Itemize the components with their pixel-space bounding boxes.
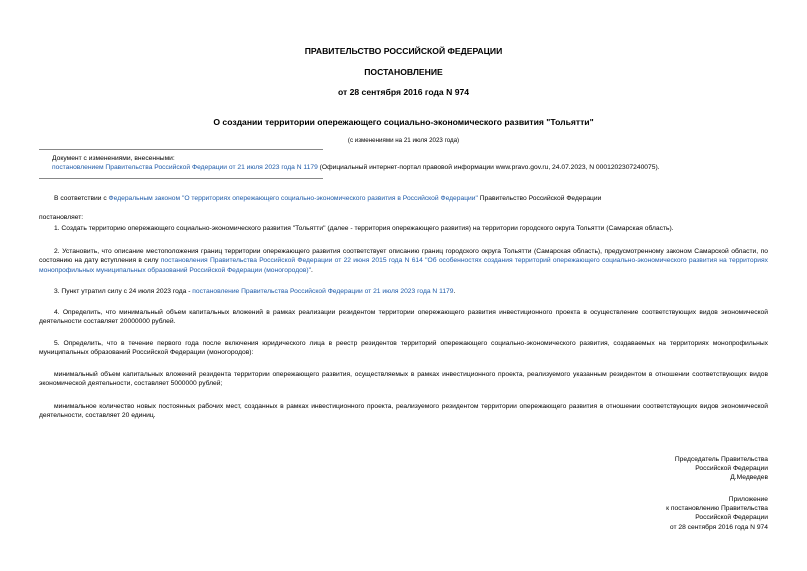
top-rule [39,149,323,150]
changes-line [52,163,768,172]
item-2-before: 2. Установить, что описание местоположения границ территории опережающего развития соответствует описанию границ городского округа Тольятти (Самарская область), предусмотренному законом Самарской области, по состоянию на дату вступления в силу [39,248,768,265]
item-3-link[interactable]: постановление Правительства Российской Федерации от 21 июля 2023 года N 1179 [192,288,454,295]
appendix-block [468,495,768,532]
item-5-sub-1: минимальный объем капитальных вложений резидента территории опережающего развития, осуществляемых в рамках инвестиционного проекта, реализуемого указанным резидентом в отношении соответствующих видов экономической деятельности, составляет 5000000 рублей; [39,371,768,388]
item-4: 4. Определить, что минимальный объем капитальных вложений в рамках реализации резидентом территории опережающего развития инвестиционного проекта в осуществление соответствующих видов экономической деятельности составляет 20000000 рублей. [39,309,768,326]
signature-line-1: Председатель Правительства [674,456,768,463]
item-3 [39,287,768,296]
changes-link[interactable]: постановлением Правительства Российской Федерации от 21 июля 2023 года N 1179 [52,164,318,172]
changes-intro: Документ с изменениями, внесенными: [52,155,175,162]
item-5-sub-2: минимальное количество новых постоянных рабочих мест, созданных в рамках инвестиционного проекта, реализуемого резидентом территории опережающего развития в отношении соответствующих видов экономической деятельности, составляет 20 единиц. [39,403,768,420]
federal-law-link[interactable]: Федеральным законом "О территориях опережающего социально-экономического развития в Российской Федерации" [108,195,478,202]
preamble-before: В соответствии с [54,195,109,202]
item-2-after: . [311,266,313,274]
item-1: 1. Создать территорию опережающего социально-экономического развития "Тольятти" (далее - территория опережающего развития) на территории городского округа Тольятти (Самарская область). [54,225,674,232]
appendix-line-2: к постановлению Правительства [666,505,768,513]
changes-block [52,154,768,173]
item-5: 5. Определить, что в течение первого года после включения юридического лица в реестр резидентов территорий опережающего социально-экономического развития, создаваемых на территориях монопрофильных муниципальных образований Российской Федерации (моногородов): [39,340,768,357]
preamble-after: Правительство Российской Федерации [477,195,602,202]
changes-rest: (Официальный интернет-портал правовой информации www.pravo.gov.ru, 24.07.2023, N 0001202307240075). [317,164,660,172]
doc-type-heading: ПОСТАНОВЛЕНИЕ [364,67,443,77]
signature-name: Д.Медведев [730,474,768,482]
signature-line-2: Российской Федерации [695,465,768,473]
document-title: О создании территории опережающего социально-экономического развития "Тольятти" [213,117,594,127]
appendix-line-4: от 28 сентября 2016 года N 974 [669,523,768,531]
revision-note: (с изменениями на 21 июля 2023 года) [347,137,460,144]
bottom-rule [39,178,323,179]
appendix-line-3: Российской Федерации [695,514,768,522]
appendix-line-1: Приложение [728,496,768,503]
item-3-after: . [453,288,456,295]
item-2 [39,247,768,275]
preamble [39,194,768,203]
decree-word: постановляет: [39,214,84,221]
item-2-link[interactable]: постановления Правительства Российской Федерации от 22 июня 2015 года N 614 "Об особенностях создания территорий опережающего социально-экономического развития на территориях монопрофильных муниципальных образований Российской Федерации (моногородов)" [39,257,768,274]
item-3-before: 3. Пункт утратил силу с 24 июля 2023 года - [54,288,193,295]
signature-block [468,455,768,483]
date-number-heading: от 28 сентября 2016 года N 974 [337,87,470,97]
government-heading: ПРАВИТЕЛЬСТВО РОССИЙСКОЙ ФЕДЕРАЦИИ [304,46,503,56]
